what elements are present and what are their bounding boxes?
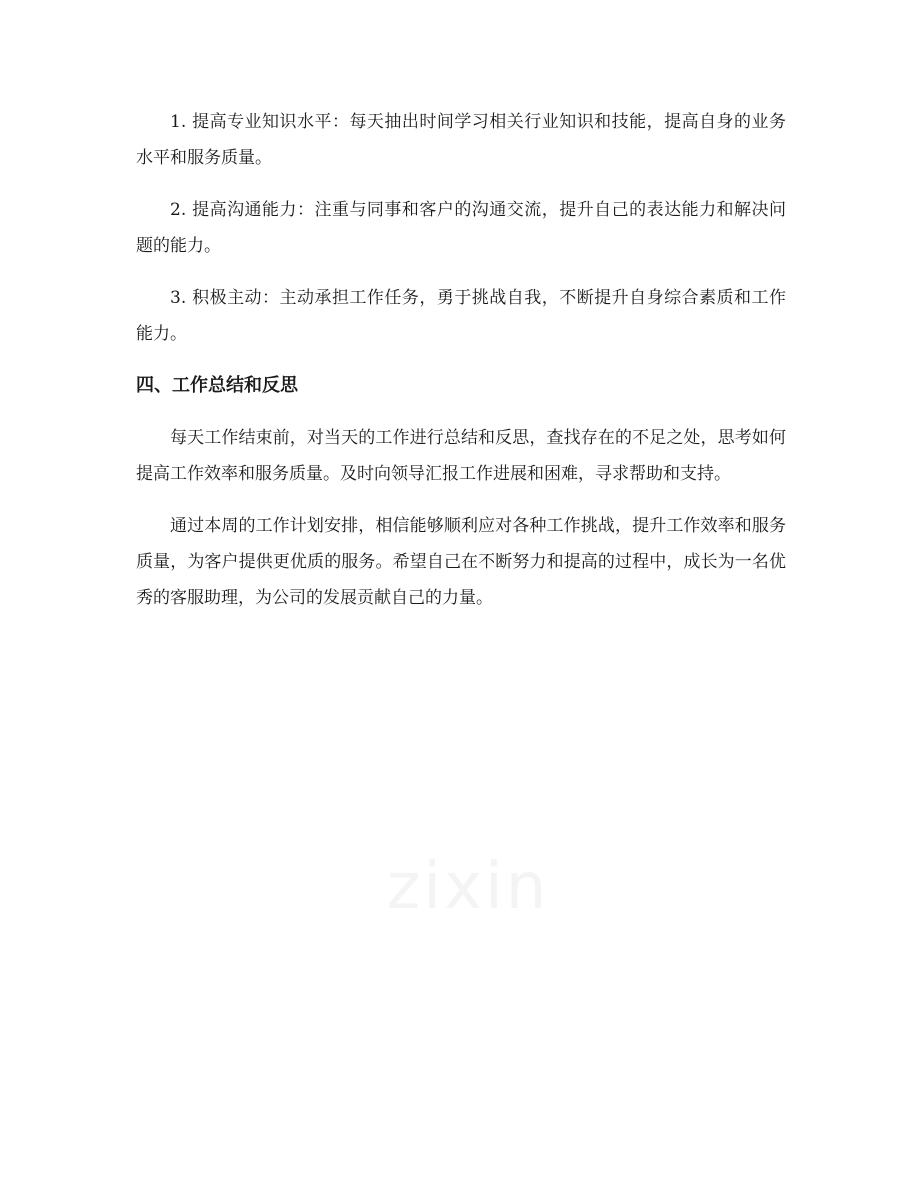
- list-item: 2. 提高沟通能力：注重与同事和客户的沟通交流，提升自己的表达能力和解决问题的能力。: [136, 200, 786, 256]
- list-item: 3. 积极主动：主动承担工作任务，勇于挑战自我，不断提升自身综合素质和工作能力。: [136, 288, 786, 344]
- document-body: [136, 104, 786, 632]
- body-paragraph: 每天工作结束前，对当天的工作进行总结和反思，查找存在的不足之处，思考如何提高工作效率和服务质量。及时向领导汇报工作进展和困难，寻求帮助和支持。: [136, 428, 786, 484]
- list-item: 1. 提高专业知识水平：每天抽出时间学习相关行业知识和技能，提高自身的业务水平和服务质量。: [136, 112, 786, 168]
- body-paragraph: 通过本周的工作计划安排，相信能够顺利应对各种工作挑战，提升工作效率和服务质量，为客户提供更优质的服务。希望自己在不断努力和提高的过程中，成长为一名优秀的客服助理，为公司的发展贡献自己的力量。: [136, 516, 786, 608]
- watermark: zixin: [386, 850, 550, 924]
- section-heading: 四、工作总结和反思: [136, 375, 298, 396]
